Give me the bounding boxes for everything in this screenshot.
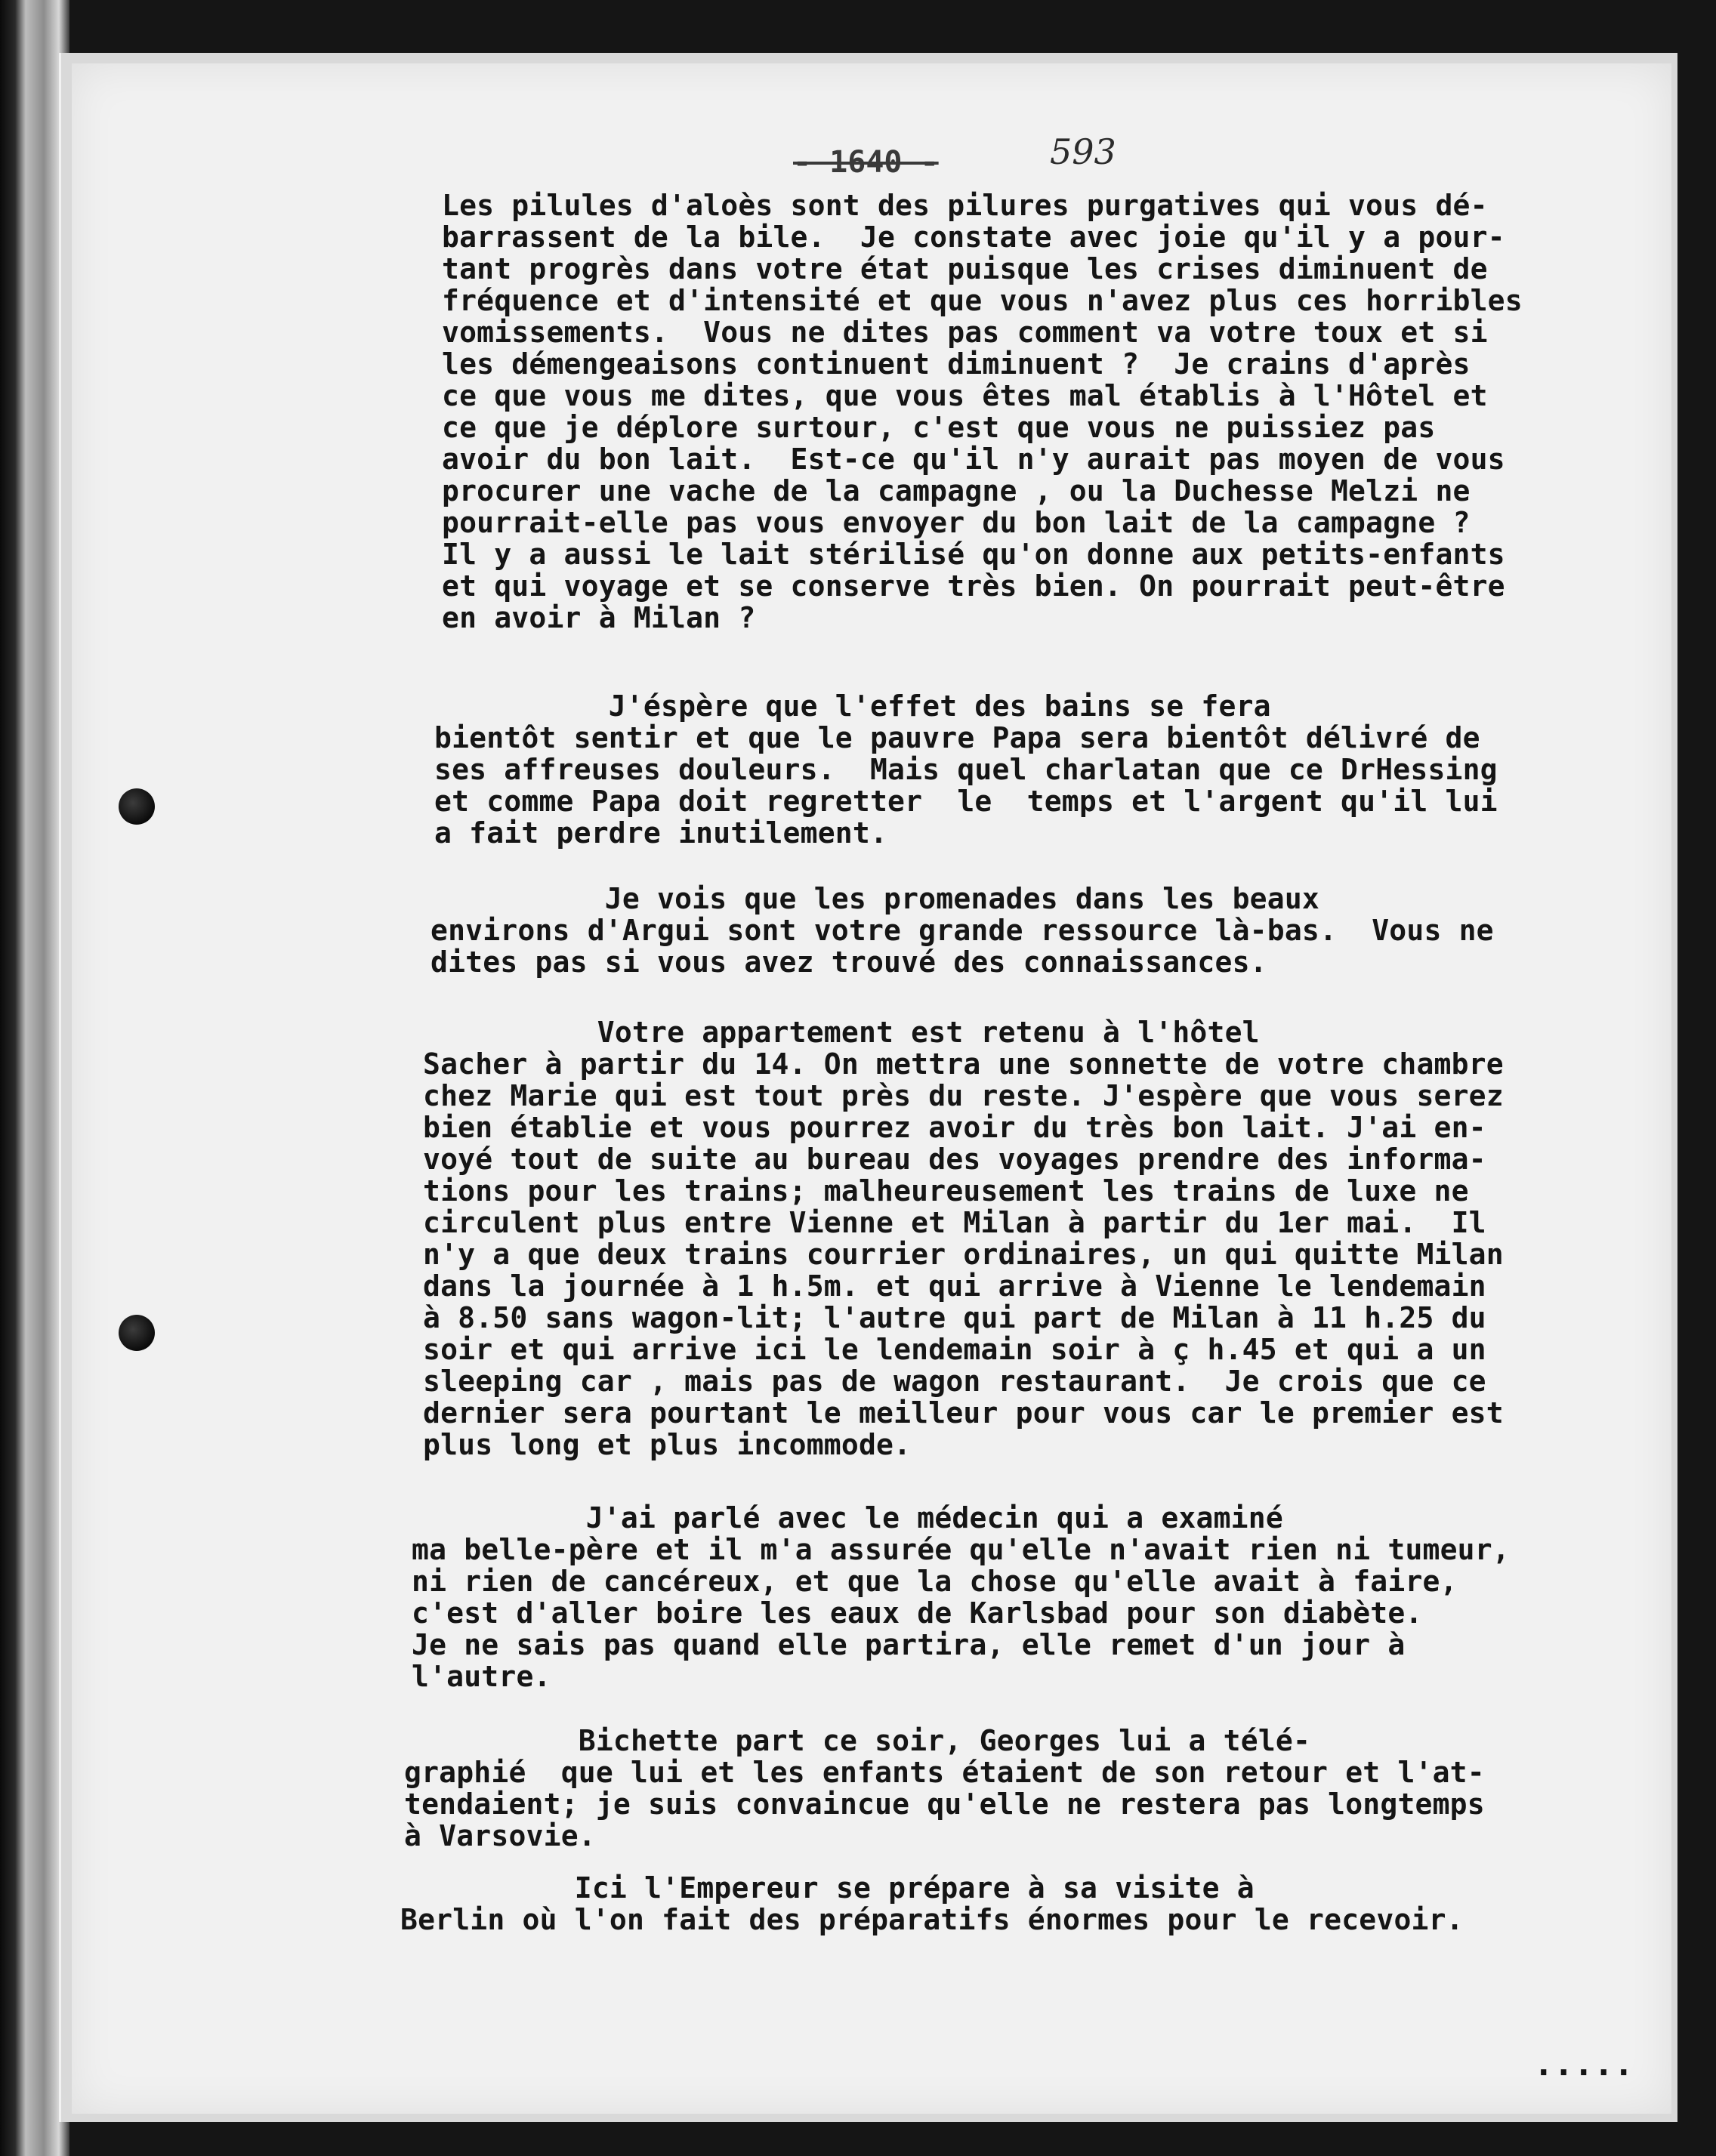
- text-line: soir et qui arrive ici le lendemain soir à ç h.45 et qui a un: [423, 1333, 1486, 1366]
- text-line: environs d'Argui sont votre grande ressource là-bas. Vous ne: [431, 914, 1494, 947]
- text-line: dites pas si vous avez trouvé des connaissances.: [431, 945, 1267, 979]
- text-line: voyé tout de suite au bureau des voyages prendre des informa-: [423, 1143, 1486, 1176]
- text-line: fréquence et d'intensité et que vous n'avez plus ces horribles: [442, 284, 1523, 317]
- document-page: [72, 63, 1671, 2114]
- text-line: en avoir à Milan ?: [442, 601, 756, 634]
- text-line: bientôt sentir et que le pauvre Papa sera bientôt délivré de: [434, 721, 1480, 754]
- text-line: ses affreuses douleurs. Mais quel charlatan que ce DrHessing: [434, 753, 1498, 786]
- text-line: tant progrès dans votre état puisque les crises diminuent de: [442, 252, 1488, 285]
- text-line: ni rien de cancéreux, et que la chose qu'elle avait à faire,: [412, 1565, 1458, 1598]
- text-line: ma belle-père et il m'a assurée qu'elle n'avait rien ni tumeur,: [412, 1533, 1510, 1566]
- text-line: et comme Papa doit regretter le temps et l'argent qu'il lui: [434, 785, 1498, 818]
- punch-hole-lower: [119, 1315, 155, 1351]
- paragraph-1: [442, 190, 1523, 634]
- text-line: Sacher à partir du 14. On mettra une sonnette de votre chambre: [423, 1047, 1504, 1081]
- paragraph-7: [400, 1872, 1464, 1935]
- paragraph-3: [431, 883, 1494, 978]
- text-line: chez Marie qui est tout près du reste. J'espère que vous serez: [423, 1079, 1504, 1112]
- page-header: [72, 131, 1671, 192]
- page-number: - 1640 -: [793, 145, 939, 180]
- text-line: plus long et plus incommode.: [423, 1428, 912, 1461]
- text-line: Les pilules d'aloès sont des pilures purgatives qui vous dé-: [442, 189, 1488, 222]
- text-line: circulent plus entre Vienne et Milan à partir du 1er mai. Il: [423, 1206, 1486, 1239]
- text-line: Berlin où l'on fait des préparatifs énormes pour le recevoir.: [400, 1903, 1464, 1936]
- continuation-dots: .....: [1533, 2045, 1634, 2084]
- text-line: avoir du bon lait. Est-ce qu'il n'y aurait pas moyen de vous: [442, 443, 1505, 476]
- text-line: c'est d'aller boire les eaux de Karlsbad pour son diabète.: [412, 1596, 1423, 1630]
- text-line: Je vois que les promenades dans les beaux: [431, 882, 1319, 915]
- text-line: bien établie et vous pourrez avoir du très bon lait. J'ai en-: [423, 1111, 1486, 1144]
- text-line: Bichette part ce soir, Georges lui a télé-: [404, 1724, 1311, 1757]
- text-line: a fait perdre inutilement.: [434, 816, 888, 850]
- text-line: à Varsovie.: [404, 1819, 596, 1852]
- text-line: J'éspère que l'effet des bains se fera: [434, 689, 1271, 723]
- paragraph-4: [423, 1016, 1504, 1460]
- text-line: à 8.50 sans wagon-lit; l'autre qui part de Milan à 11 h.25 du: [423, 1301, 1486, 1334]
- text-line: Ici l'Empereur se prépare à sa visite à: [400, 1871, 1255, 1905]
- text-line: ce que vous me dites, que vous êtes mal établis à l'Hôtel et: [442, 379, 1488, 412]
- text-line: barrassent de la bile. Je constate avec joie qu'il y a pour-: [442, 221, 1505, 254]
- text-line: l'autre.: [412, 1660, 551, 1693]
- text-line: n'y a que deux trains courrier ordinaires, un qui quitte Milan: [423, 1238, 1504, 1271]
- text-line: tions pour les trains; malheureusement les trains de luxe ne: [423, 1174, 1469, 1208]
- text-line: pourrait-elle pas vous envoyer du bon lait de la campagne ?: [442, 506, 1471, 539]
- text-line: tendaient; je suis convaincue qu'elle ne restera pas longtemps: [404, 1787, 1485, 1821]
- text-line: sleeping car , mais pas de wagon restaurant. Je crois que ce: [423, 1365, 1486, 1398]
- text-line: les démengeaisons continuent diminuent ? Je crains d'après: [442, 347, 1471, 381]
- text-line: dernier sera pourtant le meilleur pour vous car le premier est: [423, 1396, 1504, 1430]
- handwritten-page-number: 593: [1050, 131, 1116, 172]
- text-line: procurer une vache de la campagne , ou la Duchesse Melzi ne: [442, 474, 1471, 507]
- text-line: graphié que lui et les enfants étaient de son retour et l'at-: [404, 1756, 1485, 1789]
- text-line: J'ai parlé avec le médecin qui a examiné: [412, 1501, 1283, 1534]
- punch-hole-upper: [119, 788, 155, 825]
- paragraph-6: [404, 1725, 1485, 1852]
- text-line: vomissements. Vous ne dites pas comment va votre toux et si: [442, 316, 1488, 349]
- text-line: ce que je déplore surtour, c'est que vous ne puissiez pas: [442, 411, 1436, 444]
- paragraph-2: [434, 690, 1498, 849]
- text-line: Il y a aussi le lait stérilisé qu'on donne aux petits-enfants: [442, 538, 1505, 571]
- text-line: et qui voyage et se conserve très bien. On pourrait peut-être: [442, 569, 1505, 603]
- text-line: Votre appartement est retenu à l'hôtel: [423, 1016, 1260, 1049]
- text-line: dans la journée à 1 h.5m. et qui arrive à Vienne le lendemain: [423, 1269, 1486, 1303]
- paragraph-5: [412, 1502, 1510, 1692]
- text-line: Je ne sais pas quand elle partira, elle remet d'un jour à: [412, 1628, 1406, 1661]
